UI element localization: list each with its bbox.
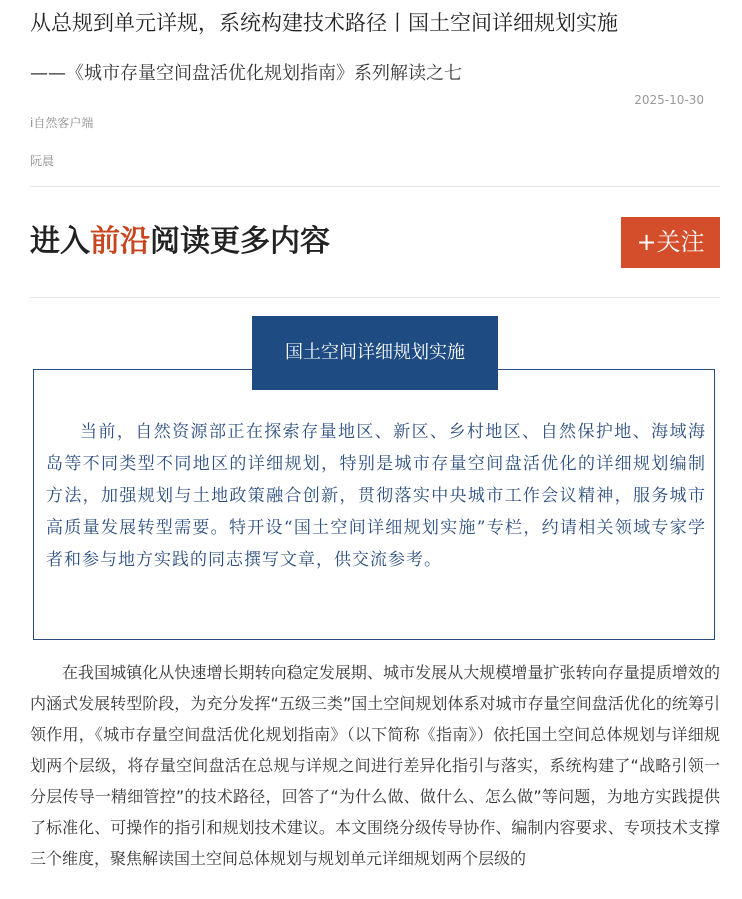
follow-button[interactable]: +关注: [621, 217, 720, 268]
divider: [30, 297, 720, 298]
article-subtitle: ——《城市存量空间盘活优化规划指南》系列解读之七: [30, 63, 462, 84]
publish-date: 2025-10-30: [634, 93, 704, 107]
divider: [30, 186, 720, 187]
column-intro-text: 当前，自然资源部正在探索存量地区、新区、乡村地区、自然保护地、海域海岛等不同类型不同地区的详细规划，特别是城市存量空间盘活优化的详细规划编制方法，加强规划与土地政策融合创新，贯彻落实中央城市工作会议精神，服务城市高质量发展转型需要。特开设“国土空间详细规划实施”专栏，约请相关领域专家学者和参与地方实践的同志撰写文章，供交流参考。: [46, 422, 706, 570]
promo-banner[interactable]: [30, 222, 330, 262]
promo-accent: 前沿: [90, 224, 150, 259]
article-source[interactable]: i自然客户端: [30, 116, 94, 130]
article-author: 阮晨: [30, 154, 55, 168]
promo-suffix: 阅读更多内容: [150, 224, 330, 259]
promo-prefix: 进入: [30, 224, 90, 259]
article-title: 从总规到单元详规，系统构建技术路径丨国土空间详细规划实施: [30, 11, 618, 35]
article-paragraph: 在我国城镇化从快速增长期转向稳定发展期、城市发展从大规模增量扩张转向存量提质增效的内涵式发展转型阶段，为充分发挥“五级三类”国土空间规划体系对城市存量空间盘活优化的统筹引领作用，《城市存量空间盘活优化规划指南》（以下简称《指南》）依托国土空间总体规划与详细规划两个层级，将存量空间盘活在总规与详规之间进行差异化指引与落实，系统构建了“战略引领一分层传导一精细管控”的技术路径，回答了“为什么做、做什么、怎么做”等问题，为地方实践提供了标准化、可操作的指引和规划技术建议。本文围绕分级传导协作、编制内容要求、专项技术支撑三个维度，聚焦解读国土空间总体规划与规划单元详细规划两个层级的: [30, 663, 720, 868]
column-label: 国土空间详细规划实施: [252, 316, 498, 390]
